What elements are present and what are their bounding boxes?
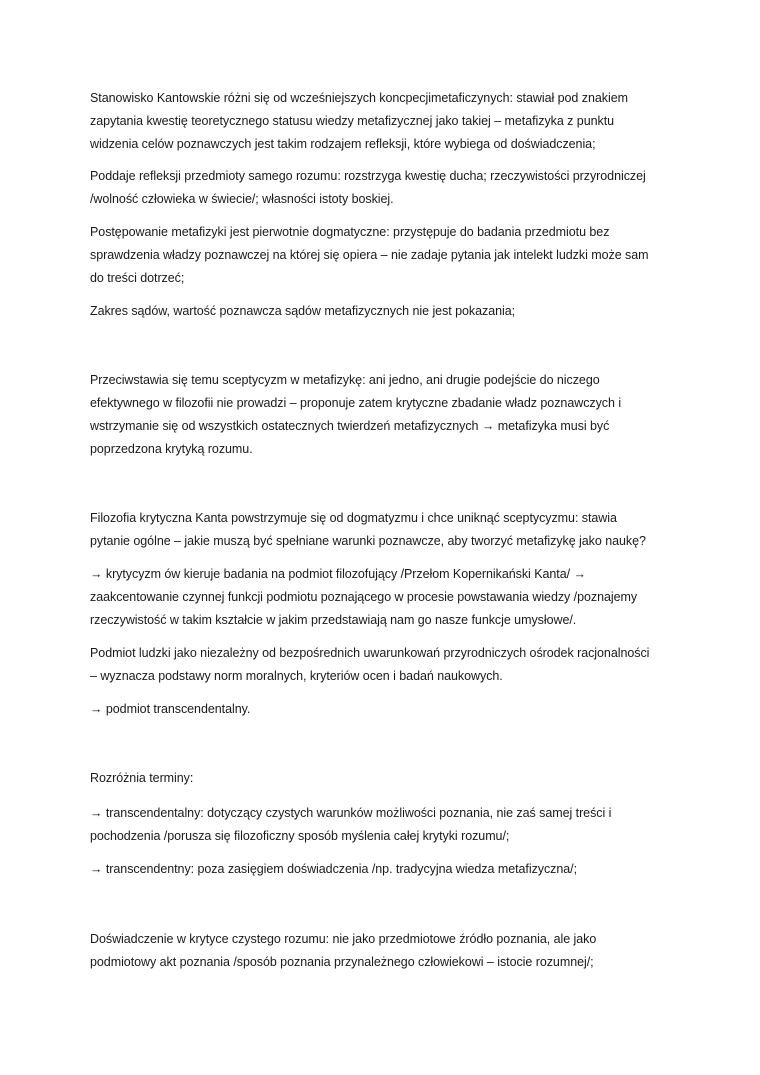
paragraph-transcendental-definition — [90, 802, 680, 848]
text-line: Filozofia krytyczna Kanta powstrzymuje się od dogmatyzmu i chce uniknąć sceptycyzmu: stawia — [90, 511, 617, 525]
paragraph-distinguishes-terms — [90, 767, 680, 790]
text-line: zapytania kwestię teoretycznego statusu wiedzy metafizycznej jako takiej – metafizyka z punktu — [90, 114, 615, 128]
paragraph-transcendent-definition — [90, 858, 680, 881]
text-line: Rozróżnia terminy: — [90, 771, 194, 785]
paragraph-kantian-position — [90, 87, 680, 156]
text-line: pochodzenia /porusza się filozoficzny sposób myślenia całej krytyki rozumu/; — [90, 829, 510, 843]
text-line: pytanie ogólne – jakie muszą być spełniane warunki poznawcze, aby tworzyć metafizykę jako naukę? — [90, 534, 646, 548]
text-line: → podmiot transcendentalny. — [90, 702, 251, 716]
text-line: – wyznacza podstawy norm moralnych, kryteriów ocen i badań naukowych. — [90, 669, 503, 683]
paragraph-experience — [90, 928, 680, 974]
text-line: → transcendentny: poza zasięgiem doświadczenia /np. tradycyjna wiedza metafizyczna/; — [90, 862, 578, 876]
text-line: Stanowisko Kantowskie różni się od wcześniejszych koncpecjimetaficzynych: stawiał pod znakiem — [90, 91, 628, 105]
text-line: rzeczywistość w takim kształcie w jakim przedstawiają nam go nasze funkcje umysłowe/. — [90, 613, 577, 627]
text-line: → krytycyzm ów kieruje badania na podmiot filozofujący /Przełom Kopernikański Kanta/ → — [90, 567, 586, 581]
text-line: zaakcentowanie czynnej funkcji podmiotu poznającego w procesie powstawania wiedzy /poznajemy — [90, 590, 638, 604]
text-line: Podmiot ludzki jako niezależny od bezpośrednich uwarunkowań przyrodniczych ośrodek racjonalności — [90, 646, 650, 660]
text-line: Poddaje refleksji przedmioty samego rozumu: rozstrzyga kwestię ducha; rzeczywistości przyrodniczej — [90, 169, 646, 183]
text-line: sprawdzenia władzy poznawczej na której się opiera – nie zadaje pytania jak intelekt ludzki może sam — [90, 248, 649, 262]
text-line: widzenia celów poznawczych jest takim rodzajem refleksji, które wybiega od doświadczenia; — [90, 137, 596, 151]
text-line: Postępowanie metafizyki jest pierwotnie dogmatyczne: przystępuje do badania przedmiotu bez — [90, 225, 610, 239]
paragraph-criticism-subject — [90, 563, 680, 632]
paragraph-human-subject — [90, 642, 680, 688]
text-line: wstrzymanie się od wszystkich ostatecznych twierdzeń metafizycznych → metafizyka musi być — [90, 419, 610, 433]
paragraph-scope-of-judgments — [90, 300, 680, 323]
paragraph-dogmatic-metaphysics — [90, 221, 680, 290]
text-line: podmiotowy akt poznania /sposób poznania przynależnego człowiekowi – istocie rozumnej/; — [90, 955, 594, 969]
text-line: → transcendentalny: dotyczący czystych warunków możliwości poznania, nie zaś samej treści i — [90, 806, 612, 820]
text-line: Doświadczenie w krytyce czystego rozumu: nie jako przedmiotowe źródło poznania, ale jako — [90, 932, 597, 946]
text-line: /wolność człowieka w świecie/; własności istoty boskiej. — [90, 192, 394, 206]
text-line: efektywnego w filozofii nie prowadzi – proponuje zatem krytyczne zbadanie władz poznawczych i — [90, 396, 622, 410]
text-line: poprzedzona krytyką rozumu. — [90, 442, 253, 456]
paragraph-transcendental-subject — [90, 698, 680, 721]
paragraph-objects-of-reason — [90, 165, 680, 211]
paragraph-scepticism — [90, 369, 680, 461]
text-line: Przeciwstawia się temu sceptycyzm w metafizykę: ani jedno, ani drugie podejście do niczego — [90, 373, 600, 387]
text-line: do treści dotrzeć; — [90, 271, 185, 285]
text-line: Zakres sądów, wartość poznawcza sądów metafizycznych nie jest pokazania; — [90, 304, 516, 318]
paragraph-critical-philosophy — [90, 507, 680, 553]
